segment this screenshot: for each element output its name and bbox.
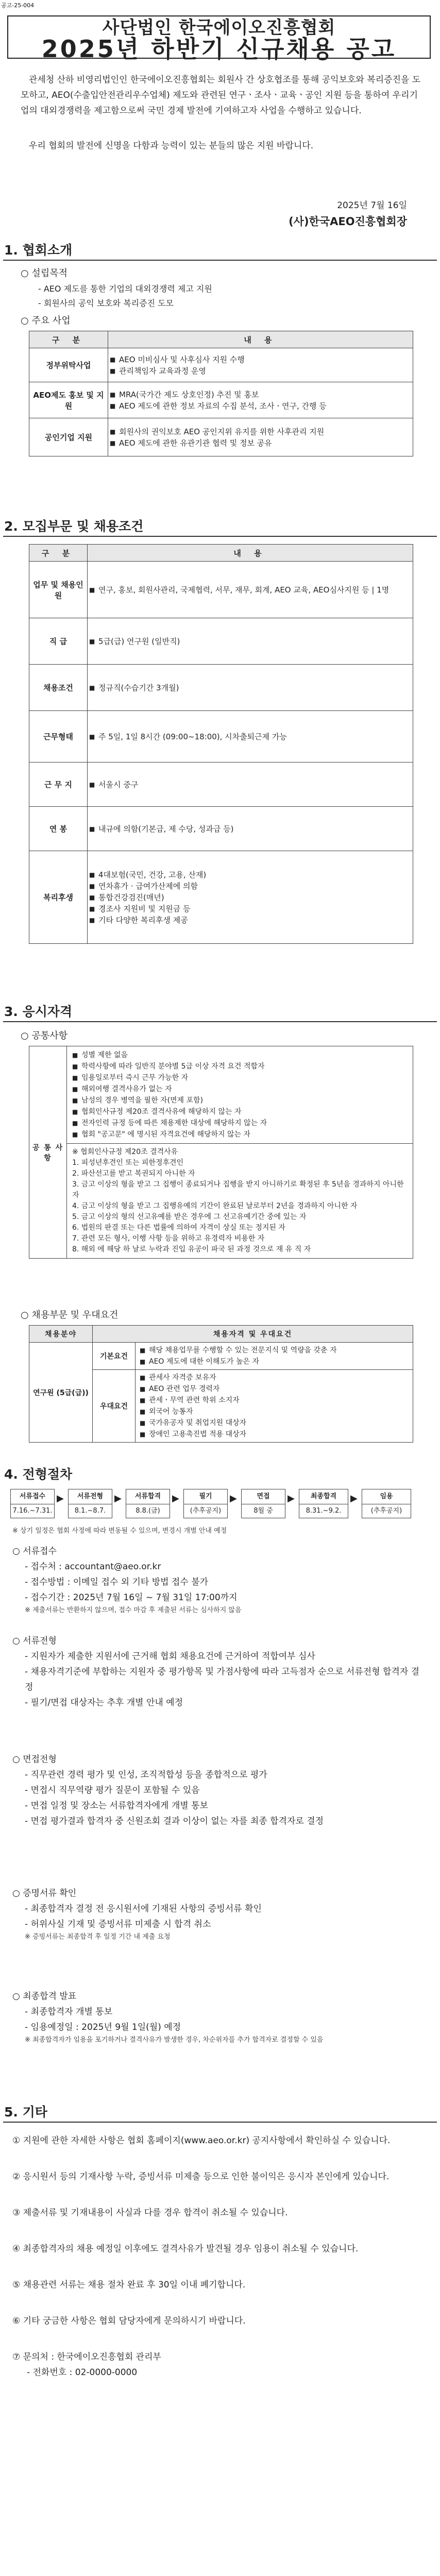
- section-3-title: 3. 응시자격: [4, 1004, 73, 1019]
- section-2-divider: [3, 536, 437, 537]
- section-5-title: 5. 기타: [4, 2105, 47, 2120]
- page-title: 2025년 하반기 신규채용 공고: [41, 35, 397, 63]
- field-item: ■ 외국어 능통자: [149, 1406, 410, 1417]
- procedure-heading: ○ 면접전형: [12, 1754, 57, 1765]
- misc-item: ① 지원에 관한 자세한 사항은 협회 홈페이지(www.aeo.or.kr) 공지사항에서 확인하실 수 있습니다.: [12, 2136, 391, 2146]
- common-item: ■ 성별 제한 없음: [81, 1049, 409, 1061]
- business-row-item: ■ 관리책임자 교육과정 운영: [119, 365, 412, 377]
- step-document-screening: [68, 1489, 112, 1518]
- notice-number: 공고-25-004: [1, 2, 35, 9]
- disqualification-item: 6. 법원의 판결 또는 다른 법률에 의하여 자격이 상실 또는 정지된 자: [72, 1224, 285, 1232]
- table-header: 구 분: [29, 545, 88, 562]
- step-appointment: [362, 1489, 411, 1518]
- misc-item: ⑥ 기타 궁금한 사항은 협회 담당자에게 문의하시기 바랍니다.: [12, 2316, 246, 2326]
- field-item: ■ AEO 제도에 대한 이해도가 높은 자: [149, 1356, 410, 1367]
- business-row-item: ■ MRA(국가간 제도 상호인정) 추진 및 홍보: [119, 389, 412, 400]
- procedure-line: - 접수방법 : 이메일 접수 외 기타 방법 접수 불가: [25, 1577, 209, 1587]
- condition-label: 채용조건: [29, 665, 88, 711]
- condition-value: ■ 내규에 의함(기본급, 제 수당, 성과급 등): [98, 823, 412, 835]
- arrow-icon: ▶: [230, 1493, 237, 1504]
- organization-name: 사단법인 한국에이오진흥협회: [102, 18, 336, 38]
- step-interview: [241, 1489, 285, 1518]
- procedure-line: - 허위사실 기재 및 증빙서류 미제출 시 합격 취소: [25, 1919, 211, 1929]
- disqualification-item: 2. 파산선고를 받고 복권되지 아니한 자: [72, 1170, 195, 1178]
- condition-label: 복리후생: [29, 851, 88, 944]
- step-label: 서류접수: [10, 1489, 55, 1504]
- step-label: 필기: [183, 1489, 228, 1504]
- step-final-pass: [299, 1489, 348, 1518]
- purpose-heading: ○ 설립목적: [21, 268, 67, 279]
- procedure-line: - 면접 평가결과 합격자 중 신원조회 결과 이상이 없는 자를 최종 합격자로 결정: [25, 1816, 324, 1826]
- field-item: ■ 장애인 고용촉진법 적용 대상자: [149, 1429, 410, 1440]
- misc-item: ③ 제출서류 및 기재내용이 사실과 다를 경우 합격이 취소될 수 있습니다.: [12, 2208, 288, 2218]
- field-item: ■ AEO 관련 업무 경력자: [149, 1383, 410, 1395]
- section-4-title: 4. 전형절차: [4, 1467, 73, 1482]
- intro-paragraph-2: 우리 협회의 발전에 신명을 다함과 능력이 있는 분들의 많은 지원 바랍니다.: [29, 141, 314, 151]
- business-row-label: 정부위탁사업: [29, 348, 108, 382]
- business-row-label: 공인기업 지원: [29, 418, 108, 456]
- procedure-heading: ○ 증명서류 확인: [12, 1888, 77, 1899]
- procedure-heading: ○ 최종합격 발표: [12, 1991, 77, 2002]
- step-date: 7.16.~7.31.: [10, 1504, 55, 1518]
- field-sub-label: 우대요건: [93, 1370, 136, 1443]
- procedure-line: - 최종합격자 개별 통보: [25, 2007, 113, 2017]
- procedure-block-verification: [12, 1886, 425, 1942]
- step-date: 8.31.~9.2.: [299, 1504, 348, 1518]
- procedure-line: - 최종합격자 결정 전 응시원서에 기재된 사항의 증빙서류 확인: [25, 1904, 262, 1914]
- purpose-item: - AEO 제도를 통한 기업의 대외경쟁력 제고 지원: [38, 284, 212, 294]
- section-1-divider: [3, 260, 437, 261]
- section-1-title: 1. 협회소개: [4, 243, 73, 258]
- procedure-line: - 필기/면접 대상자는 추후 개별 안내 예정: [25, 1698, 183, 1708]
- arrow-icon: ▶: [114, 1493, 122, 1504]
- arrow-icon: ▶: [287, 1493, 295, 1504]
- field-sub-label: 기본요건: [93, 1343, 136, 1370]
- condition-label: 직 급: [29, 618, 88, 665]
- business-heading: ○ 주요 사업: [21, 315, 71, 326]
- disqualification-item: 1. 피성년후견인 또는 피한정후견인: [72, 1159, 184, 1167]
- table-header: 내 용: [108, 331, 413, 348]
- section-5-divider: [3, 2122, 437, 2123]
- misc-item: ④ 최종합격자의 채용 예정일 이후에도 결격사유가 발견될 경우 임용이 취소될 수 있습니다.: [12, 2244, 359, 2254]
- benefit-item: ■ 경조사 지원비 및 지원금 등: [98, 903, 412, 914]
- common-table: [29, 1046, 413, 1259]
- disqualification-item: 7. 관련 모든 형사, 이행 사항 등을 위하고 유경력자 비용한 자: [72, 1234, 265, 1243]
- business-row-item: ■ 회원사의 권익보호 AEO 공인지위 유지를 위한 사후관리 지원: [119, 426, 412, 437]
- business-row-item: ■ AEO 미비심사 및 사후심사 지원 수행: [119, 354, 412, 365]
- step-date: (추후공지): [183, 1504, 228, 1518]
- business-table: [29, 331, 413, 456]
- contact-phone: - 전화번호 : 02-0000-0000: [27, 2367, 138, 2378]
- step-date: (추후공지): [362, 1504, 411, 1518]
- field-item: ■ 관세ㆍ무역 관련 학위 소지자: [149, 1395, 410, 1406]
- procedure-line: - 지원자가 제출한 지원서에 근거해 협회 채용요건에 근거하여 적합여부 심사: [25, 1651, 315, 1662]
- procedure-heading: ○ 서류전형: [12, 1636, 57, 1646]
- notice-date: 2025년 7월 16일: [337, 200, 407, 211]
- step-date: 8.8.(금): [126, 1504, 170, 1518]
- procedure-note: ※ 최종합격자가 임용을 포기하거나 결격사유가 발생한 경우, 차순위자를 추가 합격자로 결정할 수 있음: [25, 2036, 324, 2044]
- common-item: ■ 남성의 경우 병역을 필한 자(면제 포함): [81, 1095, 409, 1106]
- signature: (사)한국AEO진흥협회장: [289, 215, 407, 228]
- common-item: ■ 협회인사규정 제20조 결격사유에 해당하지 않는 자: [81, 1106, 409, 1117]
- common-item: ■ 해외여행 결격사유가 없는 자: [81, 1083, 409, 1095]
- common-item: ■ 학력사항에 따라 일반직 분야별 5급 이상 자격 요건 적합자: [81, 1061, 409, 1072]
- procedure-note: ※ 제출서류는 반환하지 않으며, 접수 마감 후 제출된 서류는 심사하지 않음: [25, 1606, 242, 1614]
- step-label: 면접: [241, 1489, 285, 1504]
- common-heading: ○ 공통사항: [21, 1030, 67, 1041]
- procedure-block-screening: [12, 1633, 425, 1710]
- procedure-line: - 접수기간 : 2025년 7월 16일 ~ 7월 31일 17:00까지: [25, 1592, 238, 1603]
- condition-value: ■ 서울시 중구: [98, 779, 412, 790]
- condition-label: 근 무 지: [29, 762, 88, 807]
- field-table: [29, 1325, 413, 1443]
- arrow-icon: ▶: [57, 1493, 64, 1504]
- business-row-item: ■ AEO 제도에 관한 정보 자료의 수집 분석, 조사ㆍ연구, 간행 등: [119, 400, 412, 412]
- disqualification-item: 5. 금고 이상의 형의 선고유예를 받은 경우에 그 선고유예기간 중에 있는 자: [72, 1213, 307, 1221]
- step-date: 8월 중: [241, 1504, 285, 1518]
- condition-value: ■ 연구, 홍보, 회원사관리, 국제협력, 서무, 재무, 회계, AEO 교육, AEO심사지원 등 | 1명: [98, 584, 412, 596]
- misc-item: ② 응시원서 등의 기재사항 누락, 증빙서류 미제출 등으로 인한 불이익은 응시자 본인에게 있습니다.: [12, 2172, 390, 2182]
- disqualification-item: 4. 금고 이상의 형을 받고 그 집행유예의 기간이 완료된 날로부터 2년을 경과하지 아니한 자: [72, 1202, 358, 1210]
- business-row-item: ■ AEO 제도에 관한 유관기관 협력 및 정보 공유: [119, 437, 412, 449]
- field-heading: ○ 채용부문 및 우대요건: [21, 1310, 119, 1320]
- procedure-line: - 임용예정일 : 2025년 9월 1일(월) 예정: [25, 2022, 181, 2032]
- procedure-block-final: [12, 1989, 425, 2045]
- procedure-heading: ○ 서류접수: [12, 1546, 57, 1556]
- business-row-label: AEO제도 홍보 및 지원: [29, 382, 108, 418]
- condition-label: 업무 및 채용인원: [29, 562, 88, 618]
- benefit-item: ■ 통합건강검진(매년): [98, 892, 412, 903]
- arrow-icon: ▶: [172, 1493, 179, 1504]
- misc-item: ⑤ 채용관련 서류는 채용 절차 완료 후 30일 이내 폐기합니다.: [12, 2280, 246, 2290]
- field-item: ■ 해당 채용업무를 수행할 수 있는 전문지식 및 역량을 갖춘 자: [149, 1345, 410, 1356]
- section-2-title: 2. 모집부문 및 채용조건: [4, 519, 144, 534]
- table-header: 채용자격 및 우대요건: [93, 1326, 413, 1343]
- field-label: 연구원 (5급(급)): [29, 1343, 93, 1443]
- table-header: 구 분: [29, 331, 108, 348]
- title-box: [7, 15, 431, 63]
- disqualification-item: 8. 해외 에 해당 하 날로 누락과 진입 유공이 파국 된 과정 것으로 재 유 직 자: [72, 1245, 311, 1253]
- table-header: 채용분야: [29, 1326, 93, 1343]
- procedure-line: - 면접 일정 및 장소는 서류합격자에게 개별 통보: [25, 1801, 208, 1811]
- table-header: 내 용: [88, 545, 413, 562]
- common-item: ■ 임용일로부터 즉시 근무 가능한 자: [81, 1072, 409, 1083]
- disqualification-item: 3. 금고 이상의 형을 받고 그 집행이 종료되거나 집행을 받지 아니하기로 확정된 후 5년을 경과하지 아니한 자: [72, 1180, 404, 1199]
- procedure-block-interview: [12, 1752, 425, 1829]
- misc-item: ⑦ 문의처 : 한국에이오진흥협회 관리부: [12, 2352, 161, 2362]
- common-item: ■ 협회 "공고문" 에 명시된 자격요건에 해당하지 않는 자: [81, 1129, 409, 1140]
- intro-paragraph-1: 관세청 산하 비영리법인인 한국에이오진흥협회는 회원사 간 상호협조를 통해 공익보호와 복리증진을 도모하고, AEO(수출입안전관리우수업체) 제도와 관련된 연구ㆍ조사ㆍ교육ㆍ공인 지원 등을 통하여 우리기업의 대외경쟁력을 제고함으로써 국민 경제 발전에 기여하고자 사업을 수행하고 있습니다.: [21, 75, 421, 116]
- condition-label: 연 봉: [29, 807, 88, 851]
- disqualification-heading: ※ 협회인사규정 제20조 결격사유: [72, 1148, 178, 1156]
- condition-value: ■ 주 5일, 1일 8시간 (09:00~18:00), 시차출퇴근제 가능: [98, 731, 412, 742]
- arrow-icon: ▶: [350, 1493, 358, 1504]
- recruitment-table: [29, 544, 413, 944]
- purpose-item: - 회원사의 공익 보호와 복리증진 도모: [38, 298, 174, 308]
- procedure-line: - 채용자격기준에 부합하는 지원자 중 평가항목 및 가점사항에 따라 고득점자 순으로 서류전형 합격자 결정: [25, 1667, 420, 1692]
- step-label: 서류전형: [68, 1489, 112, 1504]
- benefit-item: ■ 4대보험(국민, 건강, 고용, 산재): [98, 869, 412, 880]
- step-date: 8.1.~8.7.: [68, 1504, 112, 1518]
- condition-value: ■ 5급(급) 연구원 (일반직): [98, 636, 412, 647]
- step-document-pass: [126, 1489, 170, 1518]
- field-item: ■ 관세사 자격증 보유자: [149, 1372, 410, 1383]
- step-label: 최종합격: [299, 1489, 348, 1504]
- schedule-note: ※ 상기 일정은 협회 사정에 따라 변동될 수 있으며, 변경시 개별 안내 예정: [12, 1527, 227, 1535]
- common-item: ■ 전자인력 규정 등에 따른 채용제한 대상에 해당하지 않는 자: [81, 1117, 409, 1129]
- step-written: [183, 1489, 228, 1518]
- condition-value: ■ 정규직(수습기간 3개월): [98, 682, 412, 693]
- procedure-note: ※ 증빙서류는 최종합격 후 일정 기간 내 제출 요청: [25, 1933, 171, 1941]
- procedure-line: - 직무관련 경력 평가 및 인성, 조직적합성 등을 종합적으로 평가: [25, 1770, 267, 1780]
- common-label: 공 통 사 항: [29, 1046, 67, 1259]
- step-label: 임용: [362, 1489, 411, 1504]
- condition-label: 근무형태: [29, 711, 88, 762]
- benefit-item: ■ 기타 다양한 복리후생 제공: [98, 914, 412, 926]
- step-label: 서류합격: [126, 1489, 170, 1504]
- benefit-item: ■ 연차휴가 · 급여가산제에 의함: [98, 880, 412, 892]
- misc-list: [12, 2133, 425, 2380]
- procedure-block-submission: [12, 1544, 425, 1616]
- section-3-divider: [3, 1021, 437, 1022]
- step-document-submission: [10, 1489, 55, 1518]
- procedure-line: - 면접시 직무역량 평가 질문이 포함될 수 있음: [25, 1785, 200, 1795]
- procedure-line: - 접수처 : accountant@aeo.or.kr: [25, 1562, 161, 1572]
- field-item: ■ 국가유공자 및 취업지원 대상자: [149, 1417, 410, 1429]
